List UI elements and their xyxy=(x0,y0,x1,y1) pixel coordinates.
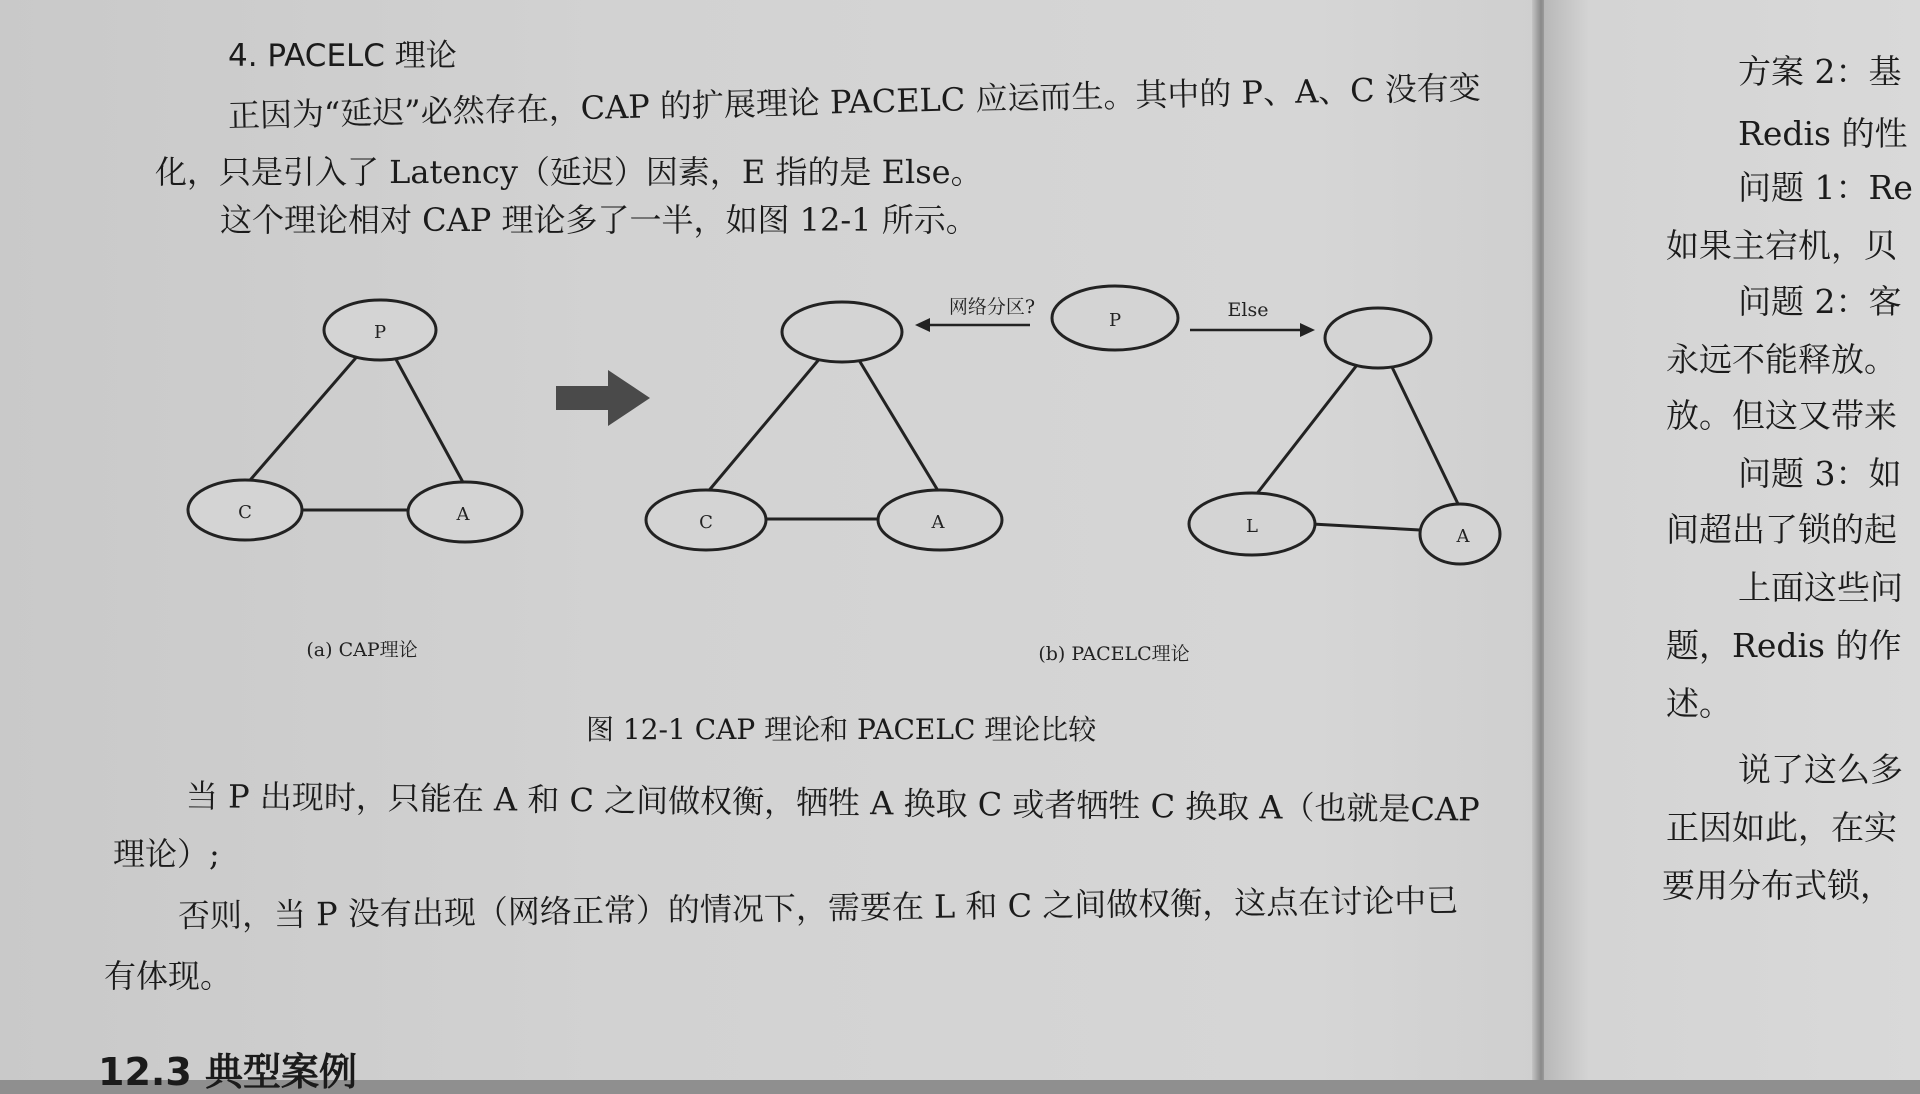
pacelc-node-l-label: L xyxy=(1246,516,1258,537)
partition-arrow-head xyxy=(915,318,930,332)
subcaption-b: (b) PACELC理论 xyxy=(1038,643,1190,665)
partition-label: 网络分区? xyxy=(948,296,1036,318)
paragraph-1-line-1: 正因为“延迟”必然存在，CAP 的扩展理论 PACELC 应运而生。其中的 P、A、C 没有变 xyxy=(227,68,1482,135)
paragraph-3-line-1: 当 P 出现时，只能在 A 和 C 之间做权衡，牺牲 A 换取 C 或者牺牲 C 换取 A（也就是CAP xyxy=(185,777,1480,829)
right-line-2: Redis 的性 xyxy=(1738,114,1908,153)
pacelc-node-a-label: A xyxy=(931,512,945,533)
paragraph-1-line-2: 化，只是引入了 Latency（延迟）因素，E 指的是 Else。 xyxy=(155,153,983,191)
else-arrow-head xyxy=(1300,323,1315,337)
cap-node-c-label: C xyxy=(238,502,252,523)
figure-caption: 图 12-1 CAP 理论和 PACELC 理论比较 xyxy=(586,713,1097,746)
pacelc-top-node xyxy=(782,302,902,362)
pacelc-node-p-label: P xyxy=(1108,310,1122,331)
right-line-13: 说了这么多 xyxy=(1738,750,1903,789)
right-line-7: 放。但这又带来 xyxy=(1666,396,1897,435)
right-line-14: 正因如此，在实 xyxy=(1666,808,1897,847)
right-line-11: 题，Redis 的作 xyxy=(1666,626,1902,665)
right-line-4: 如果主宕机，贝 xyxy=(1666,226,1897,265)
right-line-1: 方案 2：基 xyxy=(1738,52,1902,91)
cap-node-p-label: P xyxy=(373,322,387,343)
else-label: Else xyxy=(1227,299,1269,321)
paragraph-3-line-2: 理论）; xyxy=(113,835,220,873)
right-line-5: 问题 2：客 xyxy=(1738,282,1902,321)
right-line-15: 要用分布式锁， xyxy=(1662,866,1893,905)
right-line-6: 永远不能释放。 xyxy=(1666,340,1897,379)
transition-arrow xyxy=(556,370,650,426)
paragraph-4-line-2: 有体现。 xyxy=(104,957,233,995)
right-line-8: 问题 3：如 xyxy=(1738,454,1902,493)
subcaption-a: (a) CAP理论 xyxy=(306,639,418,661)
right-line-3: 问题 1：Re xyxy=(1738,168,1913,207)
right-line-9: 间超出了锁的起 xyxy=(1666,510,1897,549)
right-page-text-column xyxy=(1544,0,1920,1080)
right-line-12: 述。 xyxy=(1666,684,1732,723)
right-line-10: 上面这些问 xyxy=(1738,568,1903,607)
pacelc-node-a2-label: A xyxy=(1456,526,1470,547)
pacelc-right-top-node xyxy=(1325,308,1431,368)
section-heading: 4. PACELC 理论 xyxy=(228,38,457,74)
next-section-heading-partial: 12.3 典型案例 xyxy=(98,1050,357,1094)
pacelc-node-c-label: C xyxy=(699,512,713,533)
cap-node-a-label: A xyxy=(456,504,470,525)
paragraph-4-line-1: 否则，当 P 没有出现（网络正常）的情况下，需要在 L 和 C 之间做权衡，这点在讨论中已 xyxy=(177,881,1459,935)
paragraph-2: 这个理论相对 CAP 理论多了一半，如图 12-1 所示。 xyxy=(220,201,978,239)
